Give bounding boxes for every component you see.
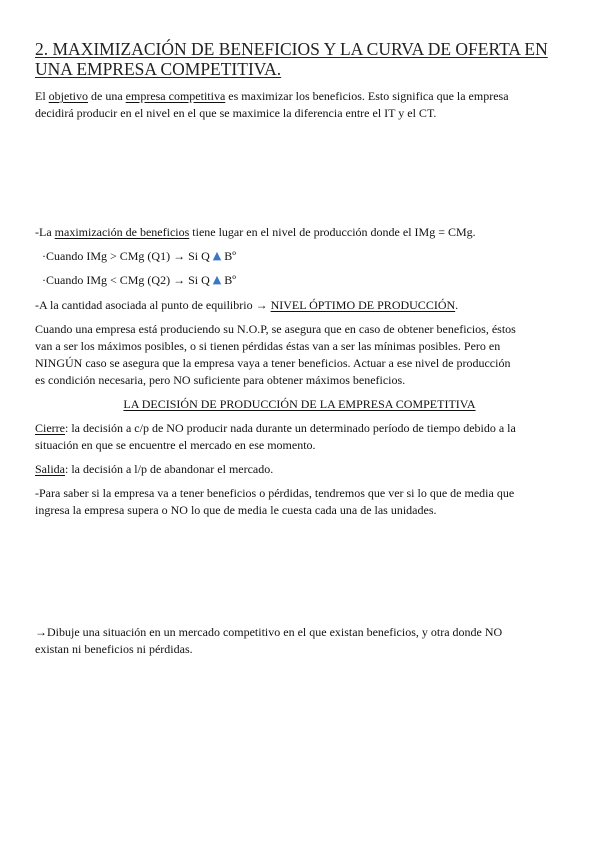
equilibrium-line [35,297,569,314]
cierre-label: Cierre [35,421,65,435]
equilibrium-keyword: NIVEL ÓPTIMO DE PRODUCCIÓN [270,298,456,312]
nop-paragraph-line-3: NINGÚN caso se asegura que la empresa vaya a tener beneficios. Actuar a ese nivel de producción [35,356,511,370]
case-1 [42,248,569,265]
benefit-check-line-1: -Para saber si la empresa va a tener beneficios o pérdidas, tendremos que ver si lo que de media que [35,486,515,500]
max-keyword: maximización de beneficios [54,225,190,239]
section-title-line-1: 2. MAXIMIZACIÓN DE BENEFICIOS Y LA CURVA DE OFERTA EN [35,39,548,59]
nop-paragraph-line-2: van a ser los máximos posibles, o si tienen pérdidas éstas van a ser las mínimas posibles. Pero en [35,339,501,353]
nop-paragraph-line-4: es condición necesaria, pero NO suficiente para obtener máximos beneficios. [35,373,406,387]
maximization-rule [35,224,569,241]
benefit-check-line-2: ingresa la empresa supera o NO lo que de media le cuesta cada una de las unidades. [35,503,437,517]
intro-text: de una [88,89,126,103]
intro-paragraph-line-2: decidirá producir en el nivel en el que se maximice la diferencia entre el IT y el CT. [35,106,437,120]
equilibrium-text: . [455,298,459,312]
exercise-line-2: existan ni beneficios ni pérdidas. [35,642,193,656]
cierre-definition-line-1 [35,420,569,437]
nop-paragraph-line-1: Cuando una empresa está produciendo su N.O.P, se asegura que en caso de obtener beneficios, éstos [35,322,516,336]
salida-text: : la decisión a l/p de abandonar el mercado. [65,462,274,476]
section-heading-text: LA DECISIÓN DE PRODUCCIÓN DE LA EMPRESA COMPETITIVA [123,397,476,411]
section-heading [35,396,564,413]
intro-text: es maximizar los beneficios. Esto significa que la empresa [225,89,509,103]
case-1-suffix: Bº [224,249,236,263]
case-2-text: ·Cuando IMg < CMg (Q2) → Si Q [42,273,210,287]
exercise-line-1: →Dibuje una situación en un mercado competitivo en el que existan beneficios, y otra donde NO [35,625,503,639]
cierre-definition-line-2: situación en que se encuentre el mercado en ese momento. [35,438,316,452]
case-2-suffix: Bº [224,273,236,287]
case-2 [42,272,569,289]
arrow-up-icon: ▲ [212,249,222,262]
intro-paragraph-line-1 [35,88,569,105]
arrow-up-icon: ▲ [212,273,222,286]
intro-keyword-empresa: empresa competitiva [125,89,226,103]
salida-definition [35,461,569,478]
max-text: tiene lugar en el nivel de producción donde el IMg = CMg. [189,225,476,239]
salida-label: Salida [35,462,65,476]
cierre-text: : la decisión a c/p de NO producir nada durante un determinado período de tiempo debido a la [64,421,516,435]
intro-text: El [35,89,49,103]
case-1-text: ·Cuando IMg > CMg (Q1) → Si Q [42,249,210,263]
section-title-line-2: UNA EMPRESA COMPETITIVA. [35,59,282,79]
intro-keyword-objetivo: objetivo [48,89,88,103]
equilibrium-text: -A la cantidad asociada al punto de equilibrio → [35,298,271,312]
max-text: -La [35,225,55,239]
